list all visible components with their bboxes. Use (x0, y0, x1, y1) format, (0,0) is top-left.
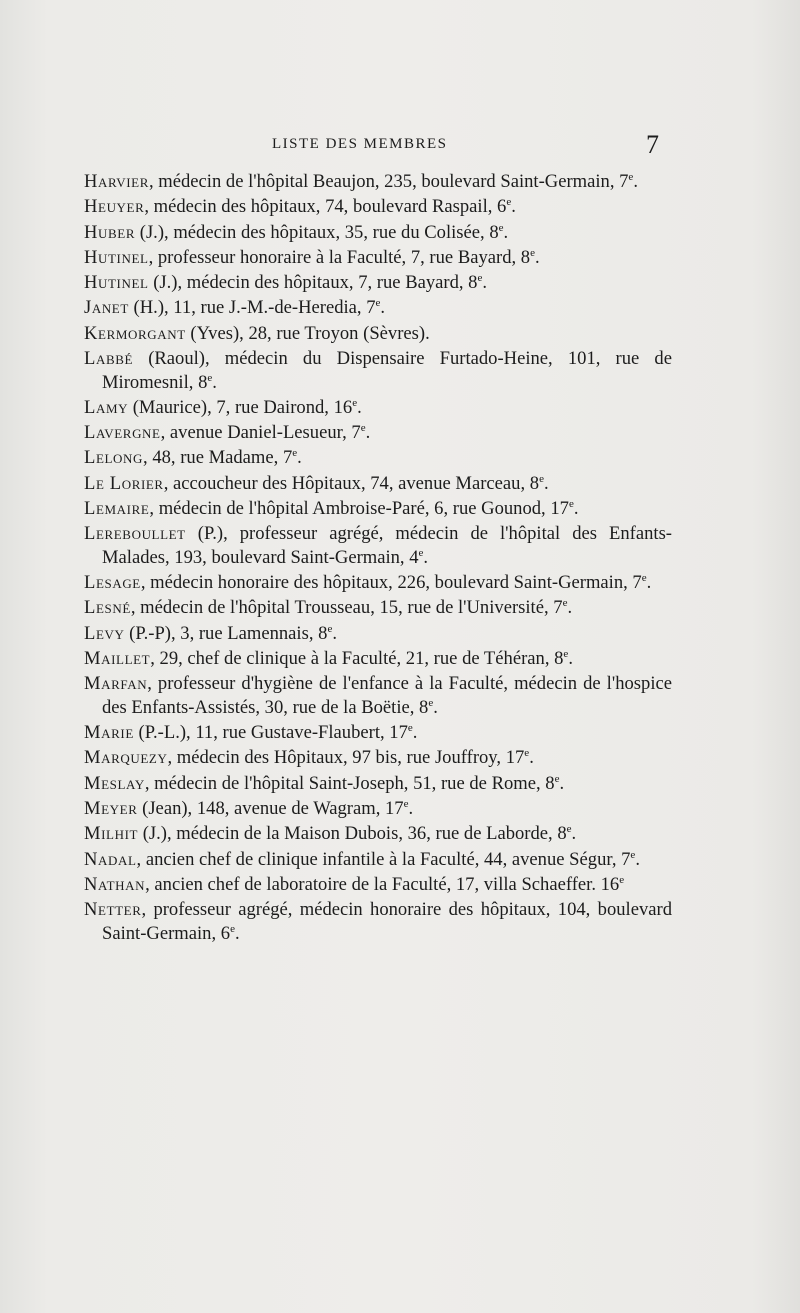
arrondissement-suffix: e (230, 922, 235, 935)
entry-end-punctuation: . (380, 297, 386, 319)
arrondissement-suffix: e (566, 823, 572, 836)
member-details: , médecin honoraire des hôpitaux, 226, boulevard Saint-Germain, 7 (140, 572, 642, 594)
member-entry (84, 571, 672, 595)
arrondissement-suffix: e (506, 196, 512, 209)
member-entry (84, 446, 672, 470)
member-name: Meyer (84, 798, 138, 820)
member-name: Nadal (84, 848, 137, 870)
entry-end-punctuation: . (529, 747, 534, 769)
running-head (0, 132, 800, 160)
entry-end-punctuation: . (234, 922, 240, 944)
member-entry (84, 421, 672, 445)
member-entry (84, 873, 672, 897)
member-name: Marie (84, 722, 134, 744)
member-name: Heuyer (84, 196, 145, 218)
member-details: , accoucheur des Hôpitaux, 74, avenue Marceau, 8 (163, 472, 540, 494)
member-entry (84, 170, 672, 194)
arrondissement-suffix: e (628, 170, 634, 183)
member-name: Maillet (84, 648, 151, 670)
member-details: (Maurice), 7, rue Dairond, 16 (128, 396, 353, 418)
member-details: , professeur honoraire à la Faculté, 7, rue Bayard, 8 (148, 246, 531, 268)
member-name: Meslay (84, 772, 145, 794)
member-details: , 29, chef de clinique à la Faculté, 21, rue de Téhéran, 8 (150, 648, 564, 670)
entry-end-punctuation: . (212, 371, 217, 393)
member-details: , médecin des Hôpitaux, 97 bis, rue Jouffroy, 17 (167, 747, 525, 769)
member-name: Huber (84, 221, 136, 243)
member-name: Labbé (84, 348, 134, 370)
member-name: Levy (84, 622, 125, 644)
entry-end-punctuation: . (332, 622, 337, 644)
arrondissement-suffix: e (407, 721, 413, 734)
member-name: Hutinel (84, 272, 149, 294)
member-details: , professeur d'hygiène de l'enfance à la Faculté, médecin de l'hospice des Enfants-Assistés, 30, rue de la Boëtie, 8 (102, 673, 672, 718)
arrondissement-suffix: e (418, 546, 424, 559)
entry-end-punctuation: . (297, 447, 302, 469)
member-name: Lelong (84, 447, 144, 469)
member-entry (84, 647, 672, 671)
member-details: , médecin de l'hôpital Saint-Joseph, 51, rue de Rome, 8 (144, 772, 555, 794)
arrondissement-suffix: e (524, 747, 530, 760)
member-entry (84, 672, 672, 719)
member-details: , professeur agrégé, médecin honoraire des hôpitaux, 104, boulevard Saint-Germain, 6 (102, 899, 672, 944)
entry-end-punctuation: . (633, 171, 638, 192)
member-name: Netter (84, 899, 142, 921)
member-details: (Yves), 28, rue Troyon (Sèvres). (185, 322, 430, 344)
member-entry (84, 622, 672, 646)
arrondissement-suffix: e (568, 497, 574, 510)
arrondissement-suffix: e (360, 421, 366, 434)
arrondissement-suffix: e (477, 272, 483, 284)
member-details: (Raoul), médecin du Dispensaire Furtado-Heine, 101, rue de Miromesnil, 8 (102, 348, 672, 393)
arrondissement-suffix: e (375, 297, 381, 310)
arrondissement-suffix: e (641, 571, 647, 584)
entry-end-punctuation: . (646, 572, 652, 594)
entry-end-punctuation: . (433, 696, 438, 718)
member-details: (P.-P), 3, rue Lamennais, 8 (124, 622, 328, 644)
member-entry (84, 472, 672, 496)
arrondissement-suffix: e (554, 772, 560, 785)
member-entry (84, 195, 672, 219)
member-details: , 48, rue Madame, 7 (143, 447, 293, 469)
member-name: Marfan (84, 673, 148, 695)
member-details: , médecin de l'hôpital Beaujon, 235, boulevard Saint-Germain, 7 (148, 171, 629, 192)
member-entry (84, 221, 672, 245)
arrondissement-suffix: e (207, 371, 213, 384)
member-name: Lereboullet (84, 523, 186, 545)
member-entry (84, 522, 672, 569)
entry-end-punctuation: . (412, 722, 418, 744)
arrondissement-suffix: e (562, 597, 568, 610)
entry-end-punctuation: . (567, 597, 573, 619)
arrondissement-suffix: e (619, 873, 625, 886)
entry-end-punctuation: . (535, 246, 540, 268)
member-entry (84, 898, 672, 945)
entry-end-punctuation: . (511, 196, 516, 218)
entry-end-punctuation: . (571, 823, 577, 845)
member-entry (84, 596, 672, 620)
member-entry (84, 296, 672, 320)
member-entry (84, 246, 672, 270)
member-list (84, 170, 672, 947)
entry-end-punctuation: . (503, 221, 509, 243)
entry-end-punctuation: . (408, 798, 414, 820)
member-name: Lemaire (84, 498, 150, 520)
entry-end-punctuation: . (635, 848, 640, 870)
arrondissement-suffix: e (539, 472, 544, 485)
member-entry (84, 797, 672, 821)
member-entry (84, 322, 672, 346)
running-title: LISTE DES MEMBRES (272, 136, 448, 152)
entry-end-punctuation: . (482, 272, 488, 294)
member-entry (84, 271, 672, 295)
arrondissement-suffix: e (292, 447, 298, 460)
member-details: (H.), 11, rue J.-M.-de-Heredia, 7 (128, 297, 376, 319)
arrondissement-suffix: e (352, 396, 358, 409)
member-entry (84, 347, 672, 394)
entry-end-punctuation: . (573, 498, 579, 520)
member-name: Lamy (84, 396, 129, 418)
member-entry (84, 772, 672, 796)
member-details: (Jean), 148, avenue de Wagram, 17 (137, 798, 404, 820)
arrondissement-suffix: e (530, 246, 535, 259)
arrondissement-suffix: e (327, 622, 333, 635)
member-details: , avenue Daniel-Lesueur, 7 (160, 422, 361, 444)
member-details: , ancien chef de laboratoire de la Faculté, 17, villa Schaeffer. 16 (145, 873, 620, 895)
member-name: Nathan (84, 873, 146, 895)
member-name: Harvier (84, 171, 149, 192)
arrondissement-suffix: e (630, 848, 636, 861)
member-name: Lesné (84, 597, 131, 619)
member-entry (84, 746, 672, 770)
member-entry (84, 848, 672, 872)
member-name: Milhit (84, 823, 139, 845)
entry-end-punctuation: . (568, 648, 573, 670)
entry-end-punctuation: . (559, 772, 565, 794)
member-details: , médecin de l'hôpital Ambroise-Paré, 6, rue Gounod, 17 (149, 498, 569, 520)
member-name: Lavergne (84, 422, 161, 444)
entry-end-punctuation: . (365, 422, 371, 444)
arrondissement-suffix: e (563, 647, 569, 660)
entry-end-punctuation: . (357, 396, 362, 418)
member-details: , ancien chef de clinique infantile à la Faculté, 44, avenue Ségur, 7 (136, 848, 631, 870)
member-entry (84, 721, 672, 745)
member-name: Kermorgant (84, 322, 186, 344)
entry-end-punctuation: . (423, 546, 429, 568)
member-details: , médecin des hôpitaux, 74, boulevard Raspail, 6 (144, 196, 507, 218)
page-number: 7 (646, 130, 659, 159)
member-name: Marquezy (84, 747, 168, 769)
member-details: (J.), médecin des hôpitaux, 35, rue du Colisée, 8 (135, 221, 499, 243)
member-details: (J.), médecin des hôpitaux, 7, rue Bayard, 8 (148, 272, 478, 294)
member-name: Janet (84, 297, 129, 319)
member-name: Hutinel (84, 246, 149, 268)
member-name: Lesage (84, 572, 141, 594)
member-name: Le Lorier (84, 472, 164, 494)
arrondissement-suffix: e (403, 797, 409, 810)
member-details: , médecin de l'hôpital Trousseau, 15, rue de l'Université, 7 (130, 597, 563, 619)
member-entry (84, 822, 672, 846)
arrondissement-suffix: e (428, 696, 434, 709)
member-entry (84, 396, 672, 420)
member-details: (P.), professeur agrégé, médecin de l'hôpital des Enfants-Malades, 193, boulevard Saint-Germain, 4 (102, 523, 672, 568)
arrondissement-suffix: e (498, 221, 504, 234)
member-entry (84, 497, 672, 521)
member-details: (P.-L.), 11, rue Gustave-Flaubert, 17 (133, 722, 408, 744)
member-details: (J.), médecin de la Maison Dubois, 36, rue de Laborde, 8 (138, 823, 567, 845)
entry-end-punctuation: . (543, 472, 549, 494)
